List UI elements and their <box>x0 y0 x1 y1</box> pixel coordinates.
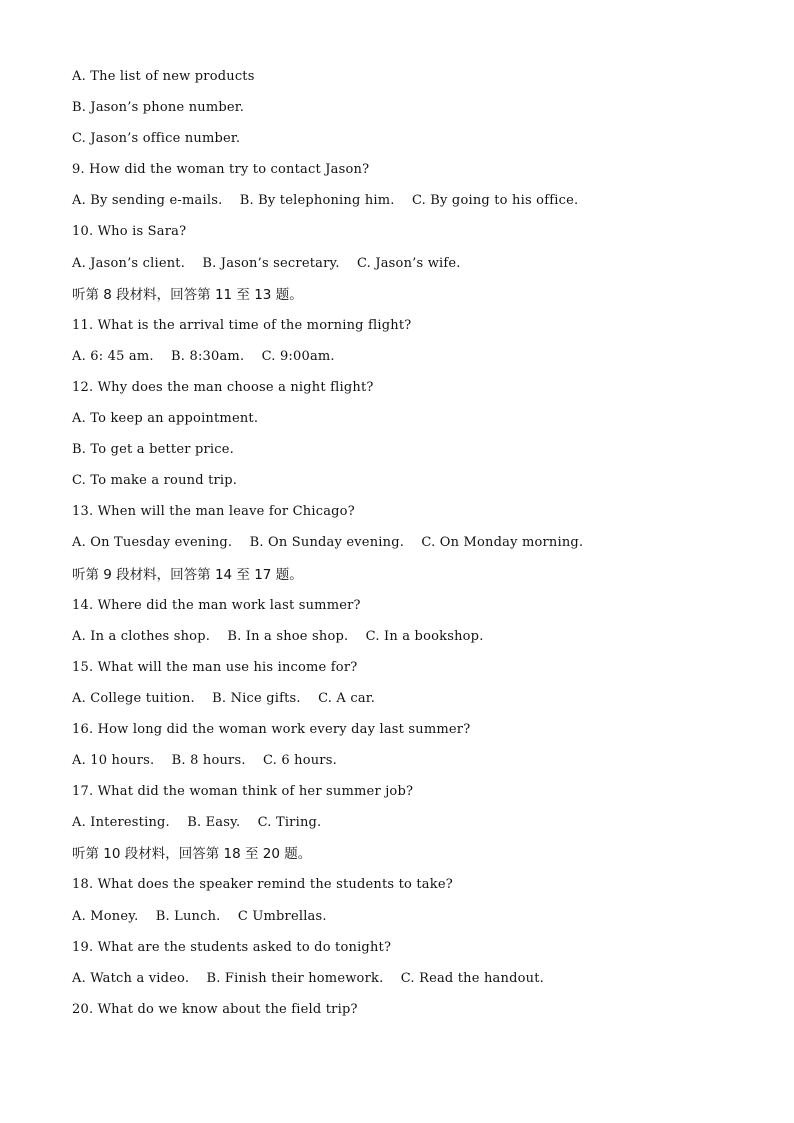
question-text: 17. What did the woman think of her summer job? <box>72 784 414 800</box>
option-line: A. 6: 45 am. B. 8:30am. C. 9:00am. <box>72 348 335 364</box>
question-text: 19. What are the students asked to do tonight? <box>72 939 392 955</box>
option-line: A. To keep an appointment. <box>72 411 259 427</box>
option-line: A. Jason’s client. B. Jason’s secretary. C. Jason’s wife. <box>72 255 461 271</box>
option-line: B. Jason’s phone number. <box>72 100 245 116</box>
question-text: 13. When will the man leave for Chicago? <box>72 504 355 520</box>
option-line: A. By sending e-mails. B. By telephoning him. C. By going to his office. <box>72 193 579 209</box>
question-text: 11. What is the arrival time of the morning flight? <box>72 317 412 333</box>
option-line: B. To get a better price. <box>72 442 234 458</box>
question-text: 16. How long did the woman work every day last summer? <box>72 721 471 737</box>
question-text: 18. What does the speaker remind the students to take? <box>72 877 453 893</box>
option-line: A. 10 hours. B. 8 hours. C. 6 hours. <box>72 753 337 769</box>
text-column <box>72 66 732 1030</box>
option-line: A. Money. B. Lunch. C Umbrellas. <box>72 908 327 924</box>
question-text: 9. How did the woman try to contact Jason? <box>72 162 370 178</box>
option-line: C. To make a round trip. <box>72 473 238 489</box>
section-heading: 听第 10 段材料，回答第 18 至 20 题。 <box>72 846 312 863</box>
option-line: A. The list of new products <box>72 69 255 84</box>
option-line: C. Jason’s office number. <box>72 131 241 147</box>
question-text: 14. Where did the man work last summer? <box>72 597 361 613</box>
option-line: A. On Tuesday evening. B. On Sunday evening. C. On Monday morning. <box>72 535 584 551</box>
option-line: A. In a clothes shop. B. In a shoe shop. C. In a bookshop. <box>72 628 484 644</box>
question-text: 15. What will the man use his income for? <box>72 659 358 675</box>
section-heading: 听第 8 段材料，回答第 11 至 13 题。 <box>72 286 303 303</box>
option-line: A. Interesting. B. Easy. C. Tiring. <box>72 815 322 831</box>
question-text: 10. Who is Sara? <box>72 224 187 240</box>
question-text: 20. What do we know about the field trip? <box>72 1001 358 1017</box>
option-line: A. College tuition. B. Nice gifts. C. A car. <box>72 690 376 706</box>
question-text: 12. Why does the man choose a night flight? <box>72 379 374 395</box>
option-line: A. Watch a video. B. Finish their homework. C. Read the handout. <box>72 970 544 986</box>
section-heading: 听第 9 段材料，回答第 14 至 17 题。 <box>72 566 303 583</box>
